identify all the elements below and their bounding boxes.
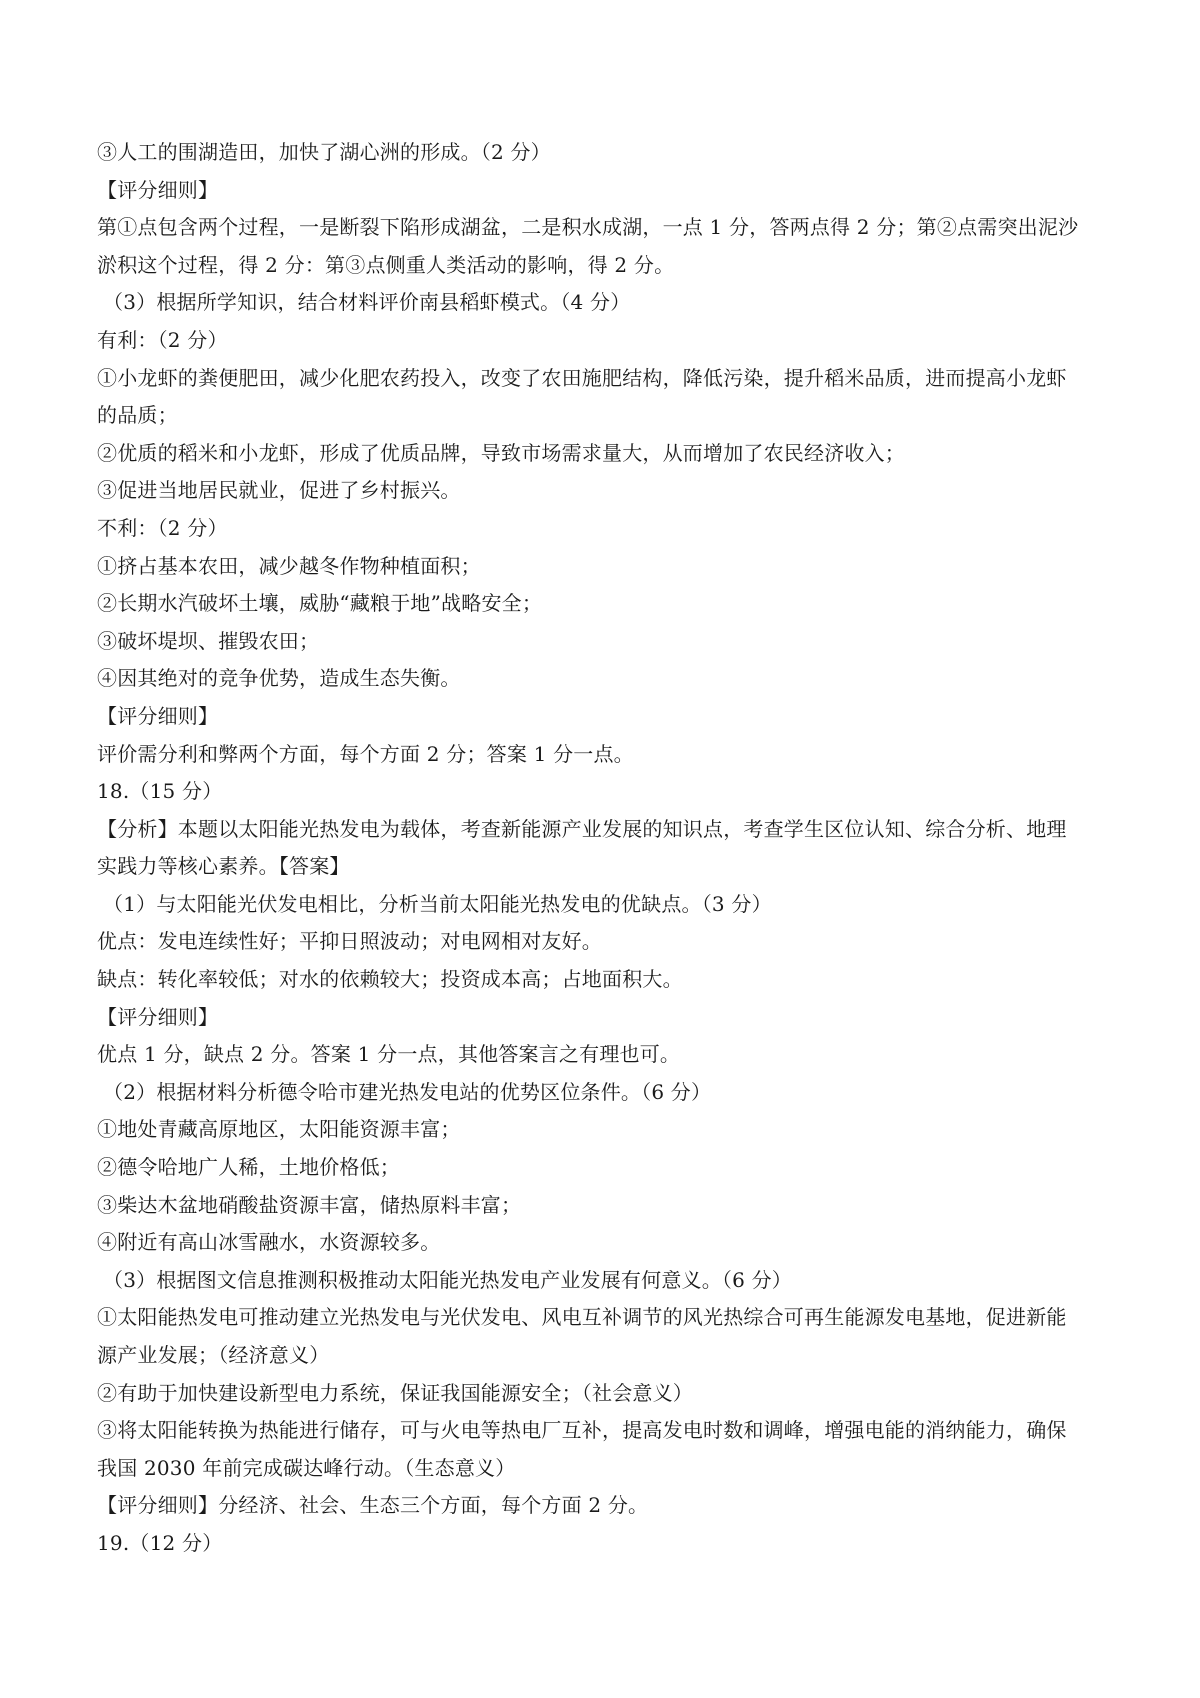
text-line: ②有助于加快建设新型电力系统，保证我国能源安全；（社会意义） bbox=[97, 1380, 693, 1405]
text-line: ③柴达木盆地硝酸盐资源丰富，储热原料丰富； bbox=[97, 1192, 522, 1217]
text-line: 不利：（2 分） bbox=[97, 515, 228, 540]
text-line: ①挤占基本农田，减少越冬作物种植面积； bbox=[97, 553, 481, 578]
text-line: 我国 2030 年前完成碳达峰行动。（生态意义） bbox=[97, 1455, 516, 1480]
text-line: ④附近有高山冰雪融水，水资源较多。 bbox=[97, 1230, 441, 1255]
text-line: ③促进当地居民就业，促进了乡村振兴。 bbox=[97, 478, 461, 503]
text-line: 【评分细则】 bbox=[97, 703, 219, 728]
text-line: 优点：发电连续性好；平抑日照波动；对电网相对友好。 bbox=[97, 929, 602, 954]
text-line: 第①点包含两个过程，一是断裂下陷形成湖盆，二是积水成湖，一点 1 分，答两点得 2 分；第②点需突出泥沙 bbox=[97, 215, 1079, 240]
text-line: ②长期水汽破坏土壤，威胁“藏粮于地”战略安全； bbox=[97, 591, 543, 616]
text-line: 【评分细则】分经济、社会、生态三个方面，每个方面 2 分。 bbox=[97, 1493, 649, 1518]
text-line: （3）根据图文信息推测积极推动太阳能光热发电产业发展有何意义。（6 分） bbox=[103, 1267, 793, 1292]
text-line: 缺点：转化率较低；对水的依赖较大；投资成本高；占地面积大。 bbox=[97, 967, 683, 992]
text-line: ①小龙虾的粪便肥田，减少化肥农药投入，改变了农田施肥结构，降低污染，提升稻米品质，进而提高小龙虾 bbox=[97, 365, 1067, 390]
text-line: （3）根据所学知识，结合材料评价南县稻虾模式。（4 分） bbox=[103, 290, 631, 315]
text-line: ③人工的围湖造田，加快了湖心洲的形成。（2 分） bbox=[97, 140, 551, 164]
text-line: （2）根据材料分析德令哈市建光热发电站的优势区位条件。（6 分） bbox=[103, 1079, 712, 1104]
question-number: 18.（15 分） bbox=[97, 779, 223, 804]
text-line: 实践力等核心素养。【答案】 bbox=[97, 854, 350, 879]
text-line: ④因其绝对的竞争优势，造成生态失衡。 bbox=[97, 666, 461, 691]
text-line: （1）与太阳能光伏发电相比，分析当前太阳能光热发电的优缺点。（3 分） bbox=[103, 891, 772, 916]
text-line: 评价需分利和弊两个方面，每个方面 2 分；答案 1 分一点。 bbox=[97, 741, 634, 766]
text-line: ③破坏堤坝、摧毁农田； bbox=[97, 628, 320, 653]
text-line: ②德令哈地广人稀，土地价格低； bbox=[97, 1155, 400, 1180]
text-line: 优点 1 分，缺点 2 分。答案 1 分一点，其他答案言之有理也可。 bbox=[97, 1042, 681, 1067]
text-line: ①地处青藏高原地区，太阳能资源丰富； bbox=[97, 1117, 461, 1142]
text-line: 【分析】本题以太阳能光热发电为载体，考查新能源产业发展的知识点，考查学生区位认知、综合分析、地理 bbox=[97, 816, 1067, 841]
text-line: 源产业发展；（经济意义） bbox=[97, 1343, 330, 1367]
text-line: 淤积这个过程，得 2 分：第③点侧重人类活动的影响，得 2 分。 bbox=[97, 252, 675, 277]
question-number: 19.（12 分） bbox=[97, 1530, 223, 1555]
text-line: 有利：（2 分） bbox=[97, 327, 228, 352]
text-line: ③将太阳能转换为热能进行储存，可与火电等热电厂互补，提高发电时数和调峰，增强电能的消纳能力，确保 bbox=[97, 1418, 1067, 1443]
text-line: 【评分细则】 bbox=[97, 1004, 219, 1029]
text-line: ①太阳能热发电可推动建立光热发电与光伏发电、风电互补调节的风光热综合可再生能源发电基地，促进新能 bbox=[97, 1305, 1067, 1330]
text-line: ②优质的稻米和小龙虾，形成了优质品牌，导致市场需求量大，从而增加了农民经济收入； bbox=[97, 440, 905, 465]
text-line: 【评分细则】 bbox=[97, 177, 219, 202]
answer-key-page bbox=[97, 134, 1112, 1563]
text-line: 的品质； bbox=[97, 403, 178, 428]
